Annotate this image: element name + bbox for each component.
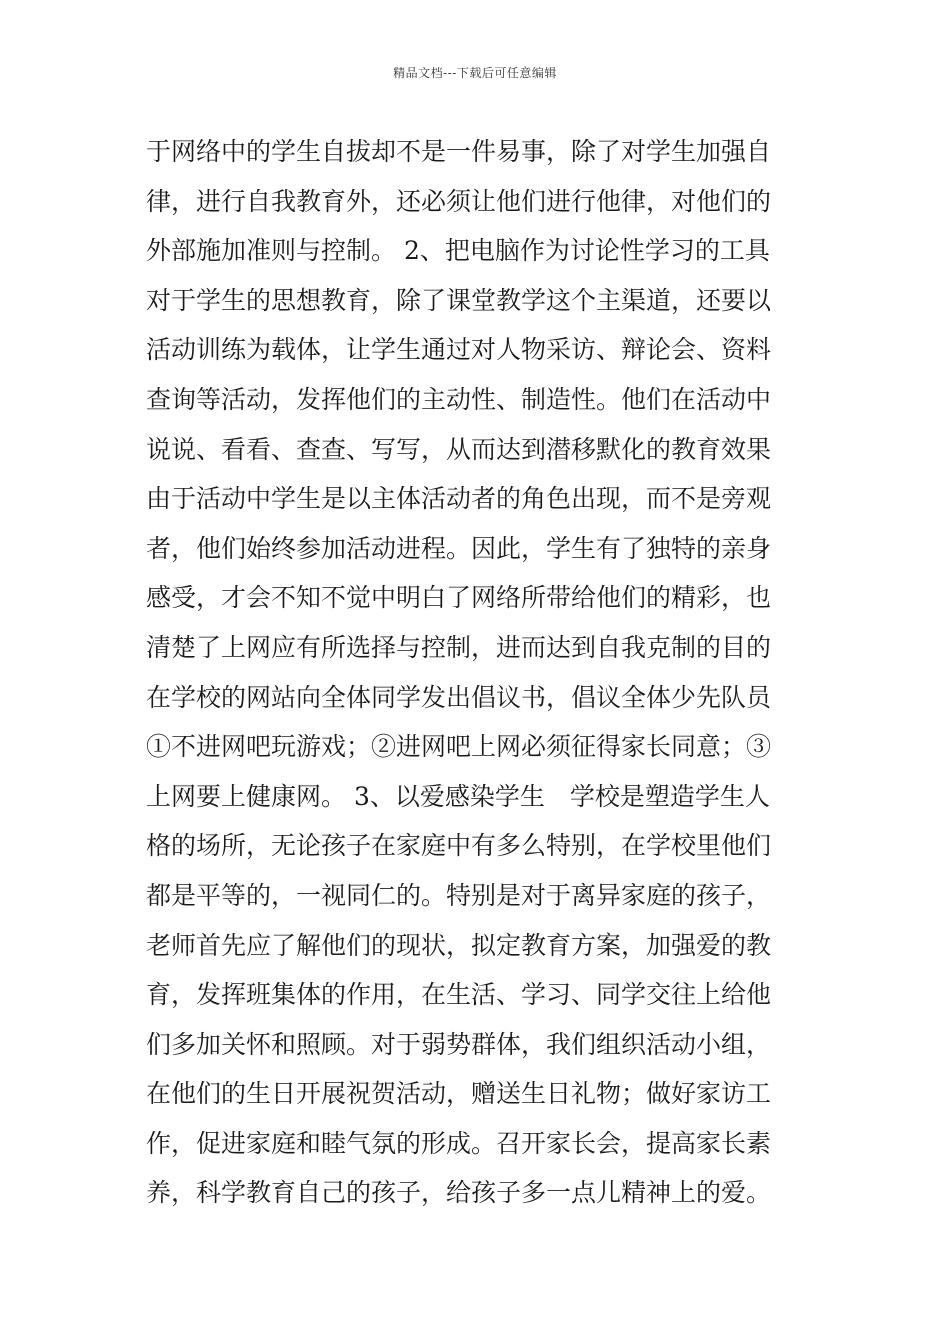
text-line: 作，促进家庭和睦气氛的形成。召开家长会，提高家长素 bbox=[146, 1128, 772, 1158]
body-text bbox=[146, 127, 816, 1218]
text-line: 活动训练为载体，让学生通过对人物采访、辩论会、资料 bbox=[146, 335, 772, 365]
text-line: 外部施加准则与控制。 2、把电脑作为讨论性学习的工具 bbox=[146, 236, 770, 266]
text-line: 育，发挥班集体的作用，在生活、学习、同学交往上给他 bbox=[146, 980, 772, 1010]
text-line: 查询等活动，发挥他们的主动性、制造性。他们在活动中 bbox=[146, 384, 772, 414]
text-line: 老师首先应了解他们的现状，拟定教育方案，加强爱的教 bbox=[146, 930, 772, 960]
text-line: 清楚了上网应有所选择与控制，进而达到自我克制的目的 bbox=[146, 632, 772, 662]
text-line: 对于学生的思想教育，除了课堂教学这个主渠道，还要以 bbox=[146, 285, 772, 315]
text-line: 于网络中的学生自拔却不是一件易事，除了对学生加强自 bbox=[146, 137, 772, 166]
text-line: 都是平等的，一视同仁的。特别是对于离异家庭的孩子， bbox=[146, 880, 772, 910]
text-line: 在学校的网站向全体同学发出倡议书，倡议全体少先队员 bbox=[146, 682, 772, 712]
text-line: 感受，才会不知不觉中明白了网络所带给他们的精彩，也 bbox=[146, 583, 772, 613]
text-line: 者，他们始终参加活动进程。因此，学生有了独特的亲身 bbox=[146, 533, 772, 563]
text-line: 格的场所，无论孩子在家庭中有多么特别，在学校里他们 bbox=[146, 831, 772, 861]
text-line: 上网要上健康网。 3、以爱感染学生 学校是塑造学生人 bbox=[146, 781, 770, 811]
text-line: 们多加关怀和照顾。对于弱势群体，我们组织活动小组， bbox=[146, 1029, 772, 1059]
text-line: 律，进行自我教育外，还必须让他们进行他律，对他们的 bbox=[146, 186, 772, 216]
text-line: 由于活动中学生是以主体活动者的角色出现，而不是旁观 bbox=[146, 484, 772, 514]
text-line: 说说、看看、查查、写写，从而达到潜移默化的教育效果 bbox=[146, 434, 772, 464]
text-line: 在他们的生日开展祝贺活动，赠送生日礼物；做好家访工 bbox=[146, 1079, 772, 1109]
text-line: ①不进网吧玩游戏；②进网吧上网必须征得家长同意；③ bbox=[146, 732, 772, 762]
text-line: 养，科学教育自己的孩子，给孩子多一点儿精神上的爱。 bbox=[146, 1178, 772, 1208]
page-header: 精品文档---下载后可任意编辑 bbox=[393, 66, 557, 80]
